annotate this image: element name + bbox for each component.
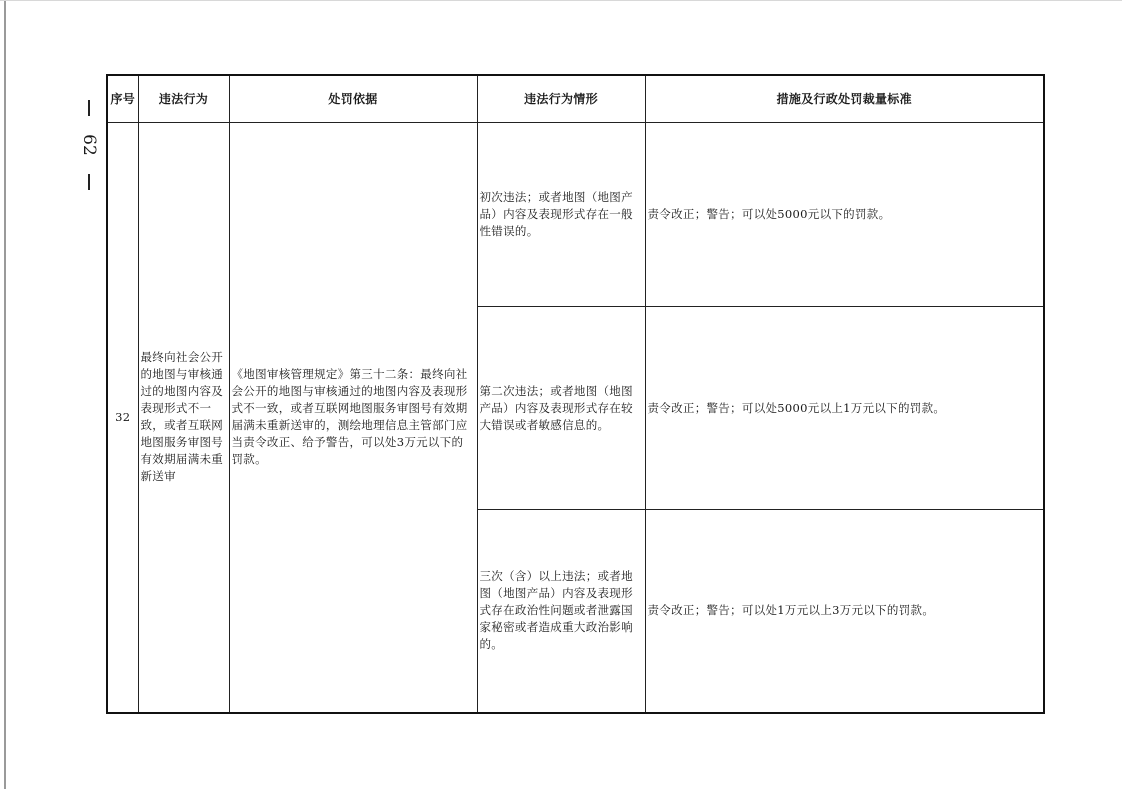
cell-basis: 《地图审核管理规定》第三十二条：最终向社会公开的地图与审核通过的地图内容及表现形式不一致，或者互联网地图服务审图号有效期届满未重新送审的，测绘地理信息主管部门应当责令改正、给予警告，可以处3万元以下的罚款。 (229, 123, 477, 713)
cell-measure-2: 责令改正；警告；可以处5000元以上1万元以下的罚款。 (645, 307, 1044, 510)
cell-measure-1: 责令改正；警告；可以处5000元以下的罚款。 (645, 123, 1044, 307)
table-row (107, 123, 1044, 307)
page-number-dash-bottom (88, 174, 90, 190)
cell-behavior: 最终向社会公开的地图与审核通过的地图内容及表现形式不一致，或者互联网地图服务审图号有效期届满未重新送审 (138, 123, 229, 713)
cell-situation-1: 初次违法；或者地图（地图产品）内容及表现形式存在一般性错误的。 (477, 123, 645, 307)
cell-measure-3: 责令改正；警告；可以处1万元以上3万元以下的罚款。 (645, 510, 1044, 713)
page-edge-line (4, 0, 6, 789)
header-measure: 措施及行政处罚裁量标准 (645, 75, 1044, 123)
cell-situation-2: 第二次违法；或者地图（地图产品）内容及表现形式存在较大错误或者敏感信息的。 (477, 307, 645, 510)
header-seq: 序号 (107, 75, 138, 123)
header-behavior: 违法行为 (138, 75, 229, 123)
cell-situation-3: 三次（含）以上违法；或者地图（地图产品）内容及表现形式存在政治性问题或者泄露国家秘密或者造成重大政治影响的。 (477, 510, 645, 713)
cell-seq: 32 (107, 123, 138, 713)
page-number-text: 62 (78, 134, 99, 156)
header-situation: 违法行为情形 (477, 75, 645, 123)
page-top-edge (0, 0, 1122, 1)
page-number-dash-top (88, 100, 90, 116)
table-header-row (107, 75, 1044, 123)
penalty-standard-table (106, 74, 1045, 714)
page-number (74, 100, 104, 190)
header-basis: 处罚依据 (229, 75, 477, 123)
